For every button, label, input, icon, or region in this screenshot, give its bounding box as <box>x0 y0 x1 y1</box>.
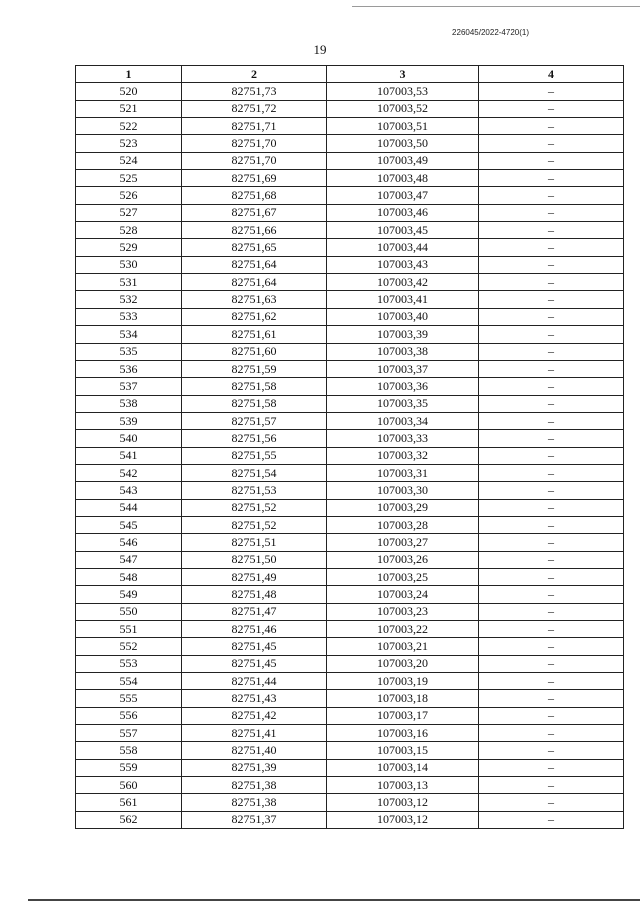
y-coordinate-cell: 107003,26 <box>327 551 479 568</box>
note-cell: – <box>479 343 624 360</box>
note-cell: – <box>479 621 624 638</box>
note-cell: – <box>479 187 624 204</box>
y-coordinate-cell: 107003,13 <box>327 777 479 794</box>
y-coordinate-cell: 107003,28 <box>327 516 479 533</box>
point-number-cell: 560 <box>76 777 182 794</box>
x-coordinate-cell: 82751,47 <box>182 603 327 620</box>
y-coordinate-cell: 107003,45 <box>327 222 479 239</box>
y-coordinate-cell: 107003,14 <box>327 759 479 776</box>
y-coordinate-cell: 107003,46 <box>327 204 479 221</box>
point-number-cell: 531 <box>76 274 182 291</box>
note-cell: – <box>479 482 624 499</box>
y-coordinate-cell: 107003,44 <box>327 239 479 256</box>
note-cell: – <box>479 586 624 603</box>
point-number-cell: 520 <box>76 83 182 100</box>
x-coordinate-cell: 82751,71 <box>182 118 327 135</box>
table-body <box>76 83 624 829</box>
note-cell: – <box>479 395 624 412</box>
table-row <box>76 464 624 481</box>
note-cell: – <box>479 777 624 794</box>
note-cell: – <box>479 135 624 152</box>
top-rule <box>352 6 640 7</box>
point-number-cell: 524 <box>76 152 182 169</box>
y-coordinate-cell: 107003,36 <box>327 378 479 395</box>
point-number-cell: 562 <box>76 811 182 828</box>
note-cell: – <box>479 430 624 447</box>
point-number-cell: 552 <box>76 638 182 655</box>
note-cell: – <box>479 274 624 291</box>
note-cell: – <box>479 603 624 620</box>
note-cell: – <box>479 551 624 568</box>
point-number-cell: 521 <box>76 100 182 117</box>
x-coordinate-cell: 82751,48 <box>182 586 327 603</box>
note-cell: – <box>479 464 624 481</box>
table-row <box>76 135 624 152</box>
x-coordinate-cell: 82751,67 <box>182 204 327 221</box>
x-coordinate-cell: 82751,64 <box>182 274 327 291</box>
note-cell: – <box>479 100 624 117</box>
column-header: 4 <box>479 66 624 83</box>
y-coordinate-cell: 107003,34 <box>327 412 479 429</box>
table-row <box>76 118 624 135</box>
x-coordinate-cell: 82751,68 <box>182 187 327 204</box>
y-coordinate-cell: 107003,16 <box>327 725 479 742</box>
x-coordinate-cell: 82751,56 <box>182 430 327 447</box>
table-row <box>76 308 624 325</box>
point-number-cell: 547 <box>76 551 182 568</box>
note-cell: – <box>479 568 624 585</box>
point-number-cell: 541 <box>76 447 182 464</box>
x-coordinate-cell: 82751,38 <box>182 794 327 811</box>
y-coordinate-cell: 107003,27 <box>327 534 479 551</box>
point-number-cell: 523 <box>76 135 182 152</box>
table-row <box>76 430 624 447</box>
note-cell: – <box>479 707 624 724</box>
point-number-cell: 543 <box>76 482 182 499</box>
x-coordinate-cell: 82751,62 <box>182 308 327 325</box>
x-coordinate-cell: 82751,54 <box>182 464 327 481</box>
note-cell: – <box>479 655 624 672</box>
y-coordinate-cell: 107003,35 <box>327 395 479 412</box>
table-row <box>76 83 624 100</box>
table-row <box>76 378 624 395</box>
table-row <box>76 568 624 585</box>
y-coordinate-cell: 107003,39 <box>327 326 479 343</box>
table-row <box>76 222 624 239</box>
y-coordinate-cell: 107003,12 <box>327 794 479 811</box>
note-cell: – <box>479 742 624 759</box>
y-coordinate-cell: 107003,24 <box>327 586 479 603</box>
x-coordinate-cell: 82751,72 <box>182 100 327 117</box>
y-coordinate-cell: 107003,22 <box>327 621 479 638</box>
y-coordinate-cell: 107003,43 <box>327 256 479 273</box>
point-number-cell: 529 <box>76 239 182 256</box>
y-coordinate-cell: 107003,18 <box>327 690 479 707</box>
point-number-cell: 527 <box>76 204 182 221</box>
note-cell: – <box>479 291 624 308</box>
x-coordinate-cell: 82751,45 <box>182 638 327 655</box>
point-number-cell: 526 <box>76 187 182 204</box>
point-number-cell: 550 <box>76 603 182 620</box>
table-row <box>76 291 624 308</box>
point-number-cell: 554 <box>76 673 182 690</box>
note-cell: – <box>479 499 624 516</box>
point-number-cell: 538 <box>76 395 182 412</box>
table-row <box>76 256 624 273</box>
table-row <box>76 551 624 568</box>
point-number-cell: 561 <box>76 794 182 811</box>
page-number: 19 <box>313 42 327 57</box>
point-number-cell: 546 <box>76 534 182 551</box>
table-row <box>76 447 624 464</box>
y-coordinate-cell: 107003,50 <box>327 135 479 152</box>
y-coordinate-cell: 107003,23 <box>327 603 479 620</box>
point-number-cell: 535 <box>76 343 182 360</box>
note-cell: – <box>479 204 624 221</box>
y-coordinate-cell: 107003,15 <box>327 742 479 759</box>
x-coordinate-cell: 82751,63 <box>182 291 327 308</box>
table-row <box>76 170 624 187</box>
point-number-cell: 536 <box>76 360 182 377</box>
note-cell: – <box>479 378 624 395</box>
table-row <box>76 343 624 360</box>
y-coordinate-cell: 107003,40 <box>327 308 479 325</box>
table-row <box>76 673 624 690</box>
table-row <box>76 759 624 776</box>
y-coordinate-cell: 107003,37 <box>327 360 479 377</box>
table-row <box>76 811 624 828</box>
x-coordinate-cell: 82751,49 <box>182 568 327 585</box>
note-cell: – <box>479 638 624 655</box>
note-cell: – <box>479 222 624 239</box>
table-row <box>76 603 624 620</box>
point-number-cell: 549 <box>76 586 182 603</box>
point-number-cell: 551 <box>76 621 182 638</box>
x-coordinate-cell: 82751,61 <box>182 326 327 343</box>
y-coordinate-cell: 107003,19 <box>327 673 479 690</box>
y-coordinate-cell: 107003,38 <box>327 343 479 360</box>
point-number-cell: 534 <box>76 326 182 343</box>
table-row <box>76 326 624 343</box>
point-number-cell: 540 <box>76 430 182 447</box>
x-coordinate-cell: 82751,41 <box>182 725 327 742</box>
point-number-cell: 559 <box>76 759 182 776</box>
y-coordinate-cell: 107003,17 <box>327 707 479 724</box>
table-header-row <box>76 66 624 83</box>
point-number-cell: 533 <box>76 308 182 325</box>
point-number-cell: 558 <box>76 742 182 759</box>
x-coordinate-cell: 82751,45 <box>182 655 327 672</box>
note-cell: – <box>479 690 624 707</box>
point-number-cell: 548 <box>76 568 182 585</box>
y-coordinate-cell: 107003,52 <box>327 100 479 117</box>
x-coordinate-cell: 82751,57 <box>182 412 327 429</box>
note-cell: – <box>479 725 624 742</box>
y-coordinate-cell: 107003,53 <box>327 83 479 100</box>
table-row <box>76 360 624 377</box>
point-number-cell: 544 <box>76 499 182 516</box>
x-coordinate-cell: 82751,37 <box>182 811 327 828</box>
table-row <box>76 412 624 429</box>
x-coordinate-cell: 82751,50 <box>182 551 327 568</box>
x-coordinate-cell: 82751,65 <box>182 239 327 256</box>
point-number-cell: 556 <box>76 707 182 724</box>
x-coordinate-cell: 82751,58 <box>182 378 327 395</box>
table-row <box>76 100 624 117</box>
x-coordinate-cell: 82751,43 <box>182 690 327 707</box>
point-number-cell: 537 <box>76 378 182 395</box>
x-coordinate-cell: 82751,70 <box>182 135 327 152</box>
note-cell: – <box>479 256 624 273</box>
y-coordinate-cell: 107003,12 <box>327 811 479 828</box>
table-row <box>76 690 624 707</box>
table-row <box>76 725 624 742</box>
column-header: 3 <box>327 66 479 83</box>
table-row <box>76 239 624 256</box>
point-number-cell: 530 <box>76 256 182 273</box>
note-cell: – <box>479 326 624 343</box>
table-row <box>76 534 624 551</box>
y-coordinate-cell: 107003,21 <box>327 638 479 655</box>
note-cell: – <box>479 794 624 811</box>
x-coordinate-cell: 82751,44 <box>182 673 327 690</box>
y-coordinate-cell: 107003,47 <box>327 187 479 204</box>
y-coordinate-cell: 107003,49 <box>327 152 479 169</box>
note-cell: – <box>479 759 624 776</box>
table-row <box>76 274 624 291</box>
x-coordinate-cell: 82751,70 <box>182 152 327 169</box>
note-cell: – <box>479 239 624 256</box>
table-row <box>76 638 624 655</box>
table-row <box>76 499 624 516</box>
table-row <box>76 395 624 412</box>
document-number: 226045/2022-4720(1) <box>452 28 529 37</box>
table-row <box>76 707 624 724</box>
x-coordinate-cell: 82751,46 <box>182 621 327 638</box>
note-cell: – <box>479 360 624 377</box>
point-number-cell: 532 <box>76 291 182 308</box>
y-coordinate-cell: 107003,29 <box>327 499 479 516</box>
x-coordinate-cell: 82751,58 <box>182 395 327 412</box>
note-cell: – <box>479 447 624 464</box>
x-coordinate-cell: 82751,73 <box>182 83 327 100</box>
x-coordinate-cell: 82751,42 <box>182 707 327 724</box>
note-cell: – <box>479 170 624 187</box>
column-header: 1 <box>76 66 182 83</box>
point-number-cell: 522 <box>76 118 182 135</box>
y-coordinate-cell: 107003,30 <box>327 482 479 499</box>
note-cell: – <box>479 534 624 551</box>
note-cell: – <box>479 811 624 828</box>
point-number-cell: 557 <box>76 725 182 742</box>
y-coordinate-cell: 107003,42 <box>327 274 479 291</box>
x-coordinate-cell: 82751,39 <box>182 759 327 776</box>
y-coordinate-cell: 107003,32 <box>327 447 479 464</box>
y-coordinate-cell: 107003,51 <box>327 118 479 135</box>
x-coordinate-cell: 82751,52 <box>182 499 327 516</box>
point-number-cell: 528 <box>76 222 182 239</box>
note-cell: – <box>479 516 624 533</box>
table-row <box>76 655 624 672</box>
column-header: 2 <box>182 66 327 83</box>
x-coordinate-cell: 82751,64 <box>182 256 327 273</box>
table-row <box>76 187 624 204</box>
bottom-rule <box>28 899 640 901</box>
point-number-cell: 539 <box>76 412 182 429</box>
x-coordinate-cell: 82751,51 <box>182 534 327 551</box>
x-coordinate-cell: 82751,53 <box>182 482 327 499</box>
point-number-cell: 525 <box>76 170 182 187</box>
y-coordinate-cell: 107003,20 <box>327 655 479 672</box>
note-cell: – <box>479 673 624 690</box>
y-coordinate-cell: 107003,41 <box>327 291 479 308</box>
table-row <box>76 204 624 221</box>
point-number-cell: 542 <box>76 464 182 481</box>
y-coordinate-cell: 107003,33 <box>327 430 479 447</box>
note-cell: – <box>479 83 624 100</box>
x-coordinate-cell: 82751,66 <box>182 222 327 239</box>
y-coordinate-cell: 107003,31 <box>327 464 479 481</box>
x-coordinate-cell: 82751,60 <box>182 343 327 360</box>
table-row <box>76 777 624 794</box>
note-cell: – <box>479 412 624 429</box>
x-coordinate-cell: 82751,40 <box>182 742 327 759</box>
x-coordinate-cell: 82751,69 <box>182 170 327 187</box>
note-cell: – <box>479 118 624 135</box>
table-row <box>76 586 624 603</box>
table-row <box>76 516 624 533</box>
y-coordinate-cell: 107003,25 <box>327 568 479 585</box>
point-number-cell: 545 <box>76 516 182 533</box>
point-number-cell: 555 <box>76 690 182 707</box>
table-row <box>76 794 624 811</box>
x-coordinate-cell: 82751,52 <box>182 516 327 533</box>
x-coordinate-cell: 82751,59 <box>182 360 327 377</box>
table-row <box>76 482 624 499</box>
coordinates-table <box>75 65 624 829</box>
table-row <box>76 621 624 638</box>
note-cell: – <box>479 152 624 169</box>
note-cell: – <box>479 308 624 325</box>
y-coordinate-cell: 107003,48 <box>327 170 479 187</box>
point-number-cell: 553 <box>76 655 182 672</box>
x-coordinate-cell: 82751,55 <box>182 447 327 464</box>
table-row <box>76 152 624 169</box>
table-row <box>76 742 624 759</box>
x-coordinate-cell: 82751,38 <box>182 777 327 794</box>
